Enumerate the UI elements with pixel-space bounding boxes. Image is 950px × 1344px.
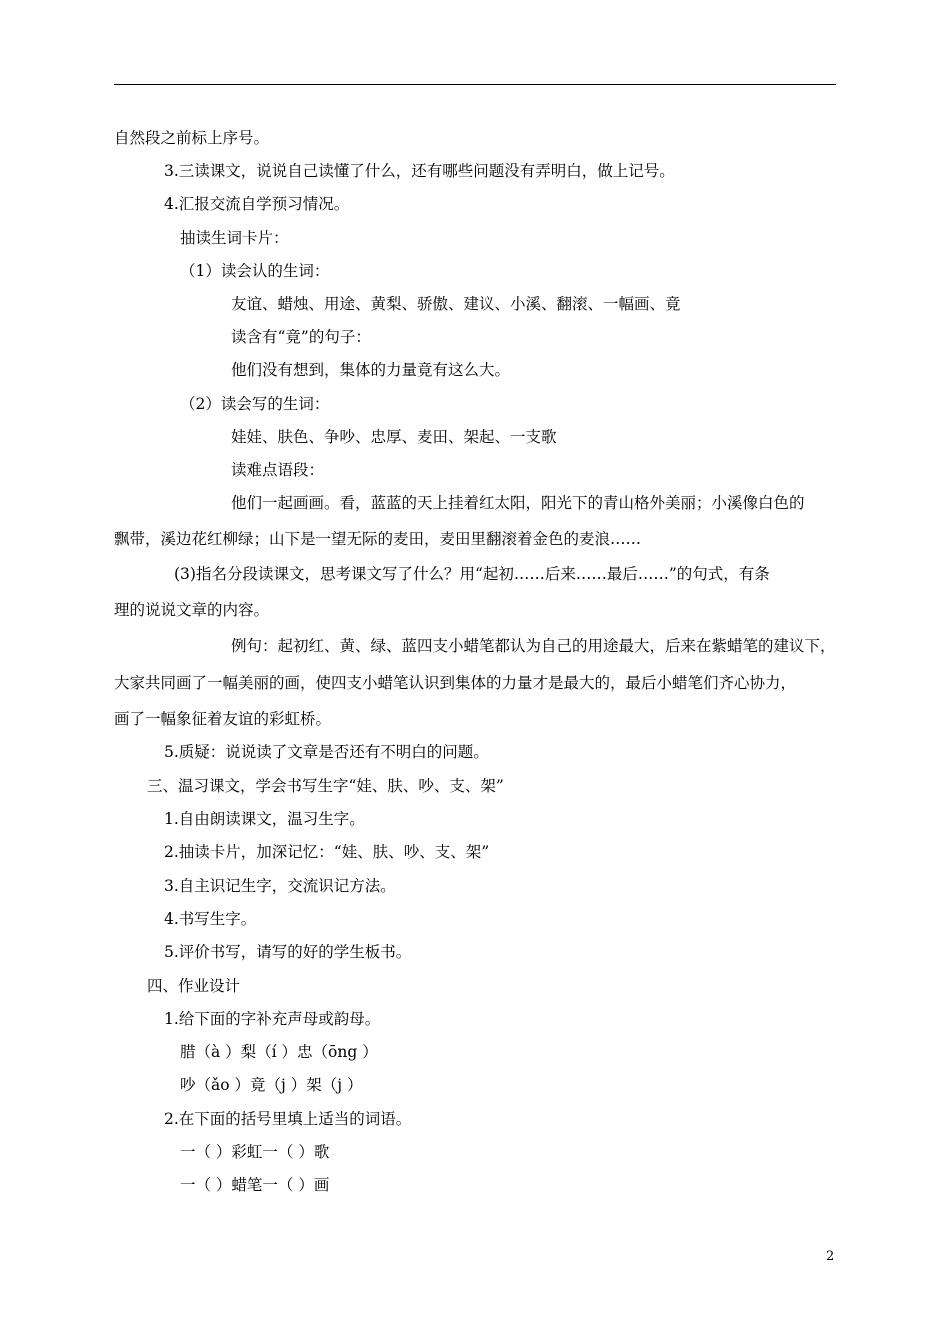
text-line: 他们没有想到，集体的力量竟有这么大。 — [231, 361, 511, 379]
text-line: 4.书写生字。 — [164, 910, 257, 928]
text-line: 5.质疑：说说读了文章是否还有不明白的问题。 — [164, 743, 489, 761]
text-line: 2.抽读卡片，加深记忆：“娃、肤、吵、支、架” — [164, 843, 490, 861]
text-line: （2）读会写的生词： — [180, 395, 330, 413]
text-line: 四、作业设计 — [147, 977, 241, 995]
text-line: 吵（ǎo ）竟（j ）架（j ） — [180, 1076, 363, 1094]
text-line: 读含有“竟”的句子： — [231, 328, 371, 346]
text-line: 画了一幅象征着友谊的彩虹桥。 — [114, 710, 332, 728]
header-rule — [114, 84, 836, 85]
text-line: 3.三读课文，说说自己读懂了什么，还有哪些问题没有弄明白，做上记号。 — [164, 162, 675, 180]
text-line: 腊（à ）梨（í ）忠（ōng ） — [180, 1043, 378, 1061]
text-line: 4.汇报交流自学预习情况。 — [164, 195, 350, 213]
text-line: 理的说说文章的内容。 — [114, 601, 270, 619]
text-line: 三、温习课文，学会书写生字“娃、肤、吵、支、架” — [147, 777, 504, 795]
text-line: 读难点语段： — [231, 461, 325, 479]
text-line: （1）读会认的生词： — [180, 262, 330, 280]
text-line: 1.自由朗读课文，温习生字。 — [164, 810, 365, 828]
text-line: 友谊、蜡烛、用途、黄梨、骄傲、建议、小溪、翻滚、一幅画、竟 — [231, 295, 681, 313]
page-number: 2 — [826, 1249, 835, 1264]
text-line: 自然段之前标上序号。 — [114, 129, 270, 147]
text-line: 2.在下面的括号里填上适当的词语。 — [164, 1110, 412, 1128]
text-line: 飘带，溪边花红柳绿；山下是一望无际的麦田，麦田里翻滚着金色的麦浪…… — [114, 530, 642, 548]
text-line: 一（ ）彩虹一（ ）歌 — [180, 1143, 330, 1161]
text-line: 他们一起画画。看，蓝蓝的天上挂着红太阳，阳光下的青山格外美丽；小溪像白色的 — [231, 494, 805, 512]
text-line: 例句：起初红、黄、绿、蓝四支小蜡笔都认为自己的用途最大，后来在紫蜡笔的建议下， — [231, 637, 836, 655]
text-line: 娃娃、肤色、争吵、忠厚、麦田、架起、一支歌 — [231, 428, 557, 446]
text-line: 抽读生词卡片： — [180, 229, 289, 247]
text-line: (3)指名分段读课文，思考课文写了什么？用“起初……后来……最后……”的句式，有条 — [174, 565, 770, 583]
text-line: 3.自主识记生字，交流识记方法。 — [164, 877, 396, 895]
text-line: 1.给下面的字补充声母或韵母。 — [164, 1010, 381, 1028]
text-line: 大家共同画了一幅美丽的画，使四支小蜡笔认识到集体的力量才是最大的，最后小蜡笔们齐心协力， — [114, 674, 797, 692]
text-line: 5.评价书写，请写的好的学生板书。 — [164, 943, 412, 961]
text-line: 一（ ）蜡笔一（ ）画 — [180, 1176, 330, 1194]
